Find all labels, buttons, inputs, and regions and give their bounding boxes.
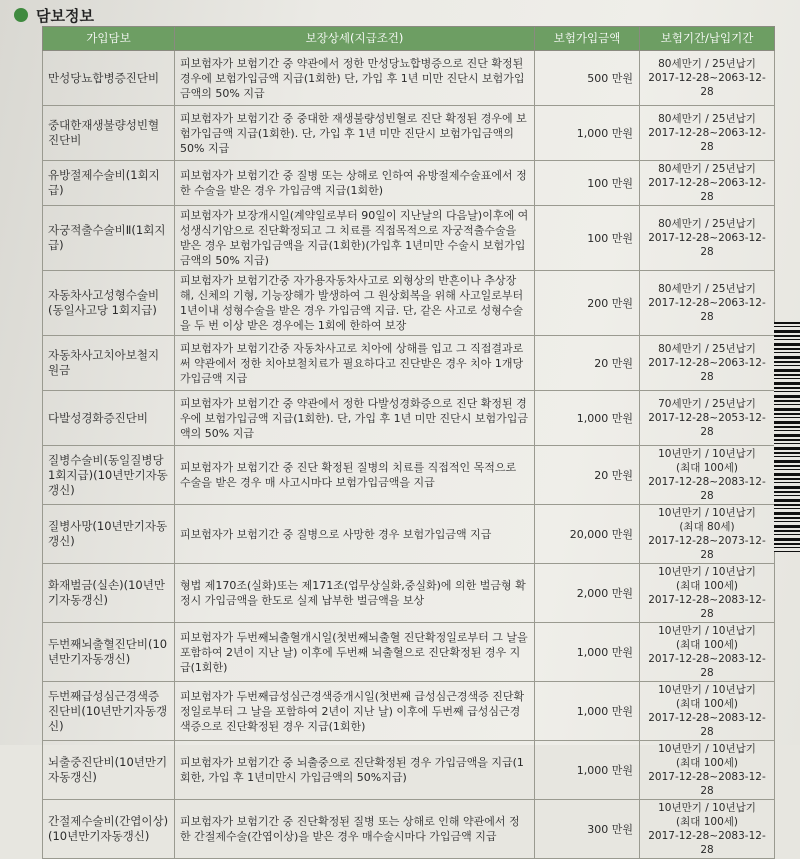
coverage-period bbox=[640, 206, 775, 271]
period-dates: 2017-12-28~2063-12-28 bbox=[648, 357, 766, 383]
period-dates: 2017-12-28~2083-12-28 bbox=[648, 594, 766, 620]
coverage-name: 뇌출중진단비(10년만기자동갱신) bbox=[43, 741, 175, 800]
coverage-period bbox=[640, 391, 775, 446]
period-max-age: (최대 100세) bbox=[675, 757, 738, 769]
period-max-age: (최대 80세) bbox=[679, 521, 735, 533]
coverage-amount: 1,000 만원 bbox=[535, 741, 640, 800]
period-term: 80세만기 / 25년납기 bbox=[658, 58, 756, 70]
coverage-period bbox=[640, 505, 775, 564]
period-max-age: (최대 100세) bbox=[675, 462, 738, 474]
table-row bbox=[43, 682, 775, 741]
coverage-table bbox=[42, 26, 775, 859]
coverage-detail: 피보험자가 보험기간 중 중대한 재생불량성빈혈로 진단 확정된 경우에 보험가입금액 지급(1회한). 단, 가입 후 1년 미만 진단시 보험가입금액의 50% 지급 bbox=[175, 106, 535, 161]
table-row bbox=[43, 106, 775, 161]
period-term: 10년만기 / 10년납기 bbox=[658, 507, 756, 519]
header-amount: 보험가입금액 bbox=[535, 27, 640, 51]
period-dates: 2017-12-28~2073-12-28 bbox=[648, 535, 766, 561]
coverage-amount: 20 만원 bbox=[535, 446, 640, 505]
coverage-amount: 1,000 만원 bbox=[535, 106, 640, 161]
header-coverage: 가입담보 bbox=[43, 27, 175, 51]
table-row bbox=[43, 391, 775, 446]
table-row bbox=[43, 800, 775, 859]
coverage-amount: 100 만원 bbox=[535, 161, 640, 206]
coverage-detail: 피보험자가 보험기간 중 질병 또는 상해로 인하여 유방절제수술표에서 정한 수술을 받은 경우 가입금액 지급(1회한) bbox=[175, 161, 535, 206]
period-dates: 2017-12-28~2063-12-28 bbox=[648, 177, 766, 203]
coverage-name: 자궁적출수술비Ⅱ(1회지급) bbox=[43, 206, 175, 271]
coverage-name: 자동차사고치아보철지원금 bbox=[43, 336, 175, 391]
table-row bbox=[43, 564, 775, 623]
coverage-period bbox=[640, 51, 775, 106]
coverage-period bbox=[640, 682, 775, 741]
period-max-age: (최대 100세) bbox=[675, 639, 738, 651]
coverage-detail: 피보험자가 두번째급성심근경색증개시일(첫번째 급성심근경색증 진단확정일로부터 그 날을 포함하여 2년이 지난 날) 이후에 두번째 급성심근경색증으로 진단확정된 경우 지급(1회한) bbox=[175, 682, 535, 741]
coverage-amount: 300 만원 bbox=[535, 800, 640, 859]
table-row bbox=[43, 446, 775, 505]
coverage-period bbox=[640, 446, 775, 505]
coverage-detail: 피보험자가 보험기간 중 약관에서 정한 다발성경화증으로 진단 확정된 경우에 보험가입금액 지급(1회한). 단, 가입 후 1년 미만 진단시 보험가입금액의 50% 지급 bbox=[175, 391, 535, 446]
coverage-name: 두번째급성심근경색증진단비(10년만기자동갱신) bbox=[43, 682, 175, 741]
period-term: 80세만기 / 25년납기 bbox=[658, 283, 756, 295]
period-dates: 2017-12-28~2063-12-28 bbox=[648, 127, 766, 153]
coverage-detail: 피보험자가 두번째뇌출혈개시일(첫번째뇌출혈 진단확정일로부터 그 날을 포함하여 2년이 지난 날) 이후에 두번째 뇌출혈으로 진단확정된 경우 지급(1회한) bbox=[175, 623, 535, 682]
table-row bbox=[43, 336, 775, 391]
coverage-detail: 피보험자가 보험기간 중 진단확정된 질병 또는 상해로 인해 약관에서 정한 간절제수술(간엽이상)을 받은 경우 매수술시마다 가입금액 지급 bbox=[175, 800, 535, 859]
table-header-row bbox=[43, 27, 775, 51]
coverage-period bbox=[640, 800, 775, 859]
coverage-name: 질병수술비(동일질병당 1회지급)(10년만기자동갱신) bbox=[43, 446, 175, 505]
coverage-period bbox=[640, 623, 775, 682]
period-term: 80세만기 / 25년납기 bbox=[658, 343, 756, 355]
period-dates: 2017-12-28~2053-12-28 bbox=[648, 412, 766, 438]
coverage-detail: 피보험자가 보험기간중 자가용자동차사고로 외형상의 반흔이나 추상장해, 신체의 기형, 기능장해가 발생하여 그 원상회복을 위해 사고일로부터 1년이내 성형수술을 받은 경우 가입금액 지급. 단, 같은 사고로 성형수술을 두 번 이상 받은 경우에는 1회에 한하여 보장 bbox=[175, 271, 535, 336]
coverage-name: 자동차사고성형수술비(동일사고당 1회지급) bbox=[43, 271, 175, 336]
period-max-age: (최대 100세) bbox=[675, 580, 738, 592]
section-title: 담보정보 bbox=[36, 6, 94, 25]
period-dates: 2017-12-28~2063-12-28 bbox=[648, 297, 766, 323]
coverage-period bbox=[640, 161, 775, 206]
period-dates: 2017-12-28~2083-12-28 bbox=[648, 476, 766, 502]
coverage-name: 만성당뇨합병증진단비 bbox=[43, 51, 175, 106]
period-term: 10년만기 / 10년납기 bbox=[658, 684, 756, 696]
period-term: 10년만기 / 10년납기 bbox=[658, 566, 756, 578]
coverage-period bbox=[640, 336, 775, 391]
coverage-amount: 2,000 만원 bbox=[535, 564, 640, 623]
period-term: 10년만기 / 10년납기 bbox=[658, 448, 756, 460]
coverage-period bbox=[640, 271, 775, 336]
period-term: 10년만기 / 10년납기 bbox=[658, 802, 756, 814]
section-header bbox=[14, 4, 94, 26]
header-period: 보험기간/납입기간 bbox=[640, 27, 775, 51]
coverage-name: 중대한재생불량성빈혈진단비 bbox=[43, 106, 175, 161]
coverage-name: 유방절제수술비(1회지급) bbox=[43, 161, 175, 206]
section-bullet-icon bbox=[14, 8, 28, 22]
coverage-detail: 피보험자가 보험기간 중 진단 확정된 질병의 치료를 직접적인 목적으로 수술을 받은 경우 매 사고시마다 보험가입금액을 지급 bbox=[175, 446, 535, 505]
coverage-name: 화재벌금(실손)(10년만기자동갱신) bbox=[43, 564, 175, 623]
period-dates: 2017-12-28~2083-12-28 bbox=[648, 771, 766, 797]
header-detail: 보장상세(지급조건) bbox=[175, 27, 535, 51]
coverage-detail: 피보험자가 보험기간 중 뇌출중으로 진단확정된 경우 가입금액을 지급(1회한, 가입 후 1년미만시 가입금액의 50%지급) bbox=[175, 741, 535, 800]
coverage-amount: 500 만원 bbox=[535, 51, 640, 106]
period-dates: 2017-12-28~2063-12-28 bbox=[648, 232, 766, 258]
period-dates: 2017-12-28~2063-12-28 bbox=[648, 72, 766, 98]
table-row bbox=[43, 623, 775, 682]
coverage-period bbox=[640, 564, 775, 623]
table-row bbox=[43, 206, 775, 271]
coverage-period bbox=[640, 106, 775, 161]
coverage-detail: 피보험자가 보험기간 중 약관에서 정한 만성당뇨합병증으로 진단 확정된 경우에 보험가입금액 지급(1회한) 단, 가입 후 1년 미만 진단시 보험가입금액의 50% 지급 bbox=[175, 51, 535, 106]
period-term: 80세만기 / 25년납기 bbox=[658, 163, 756, 175]
table-row bbox=[43, 741, 775, 800]
period-dates: 2017-12-28~2083-12-28 bbox=[648, 712, 766, 738]
coverage-period bbox=[640, 741, 775, 800]
table-row bbox=[43, 51, 775, 106]
table-row bbox=[43, 271, 775, 336]
coverage-detail: 피보험자가 보험기간중 자동차사고로 치아에 상해를 입고 그 직접결과로써 약관에서 정한 치아보철치료가 필요하다고 진단받은 경우 치아 1개당 가입금액 지급 bbox=[175, 336, 535, 391]
period-dates: 2017-12-28~2083-12-28 bbox=[648, 830, 766, 856]
coverage-name: 다발성경화증진단비 bbox=[43, 391, 175, 446]
coverage-name: 질병사망(10년만기자동갱신) bbox=[43, 505, 175, 564]
period-term: 80세만기 / 25년납기 bbox=[658, 113, 756, 125]
coverage-detail: 피보험자가 보험기간 중 질병으로 사망한 경우 보험가입금액 지급 bbox=[175, 505, 535, 564]
period-dates: 2017-12-28~2083-12-28 bbox=[648, 653, 766, 679]
period-max-age: (최대 100세) bbox=[675, 698, 738, 710]
period-max-age: (최대 100세) bbox=[675, 816, 738, 828]
period-term: 10년만기 / 10년납기 bbox=[658, 743, 756, 755]
coverage-amount: 1,000 만원 bbox=[535, 623, 640, 682]
period-term: 10년만기 / 10년납기 bbox=[658, 625, 756, 637]
coverage-detail: 피보험자가 보장개시일(계약일로부터 90일이 지난날의 다음날)이후에 여성생식기암으로 진단확정되고 그 치료를 직접목적으로 자궁적출수술을 받은 경우 보험가입금액을 지급(1회한)(가입후 1년미만 수술시 보험가입금액의 50% 지급) bbox=[175, 206, 535, 271]
period-term: 70세만기 / 25년납기 bbox=[658, 398, 756, 410]
coverage-name: 간절제수술비(간엽이상)(10년만기자동갱신) bbox=[43, 800, 175, 859]
coverage-name: 두번째뇌출혈진단비(10년만기자동갱신) bbox=[43, 623, 175, 682]
coverage-amount: 1,000 만원 bbox=[535, 682, 640, 741]
coverage-detail: 형법 제170조(실화)또는 제171조(업무상실화,중실화)에 의한 벌금형 확정시 가입금액을 한도로 실제 납부한 벌금액을 보상 bbox=[175, 564, 535, 623]
coverage-amount: 20,000 만원 bbox=[535, 505, 640, 564]
coverage-amount: 20 만원 bbox=[535, 336, 640, 391]
table-row bbox=[43, 161, 775, 206]
barcode bbox=[774, 322, 800, 552]
coverage-amount: 1,000 만원 bbox=[535, 391, 640, 446]
period-term: 80세만기 / 25년납기 bbox=[658, 218, 756, 230]
coverage-amount: 100 만원 bbox=[535, 206, 640, 271]
coverage-amount: 200 만원 bbox=[535, 271, 640, 336]
table-row bbox=[43, 505, 775, 564]
